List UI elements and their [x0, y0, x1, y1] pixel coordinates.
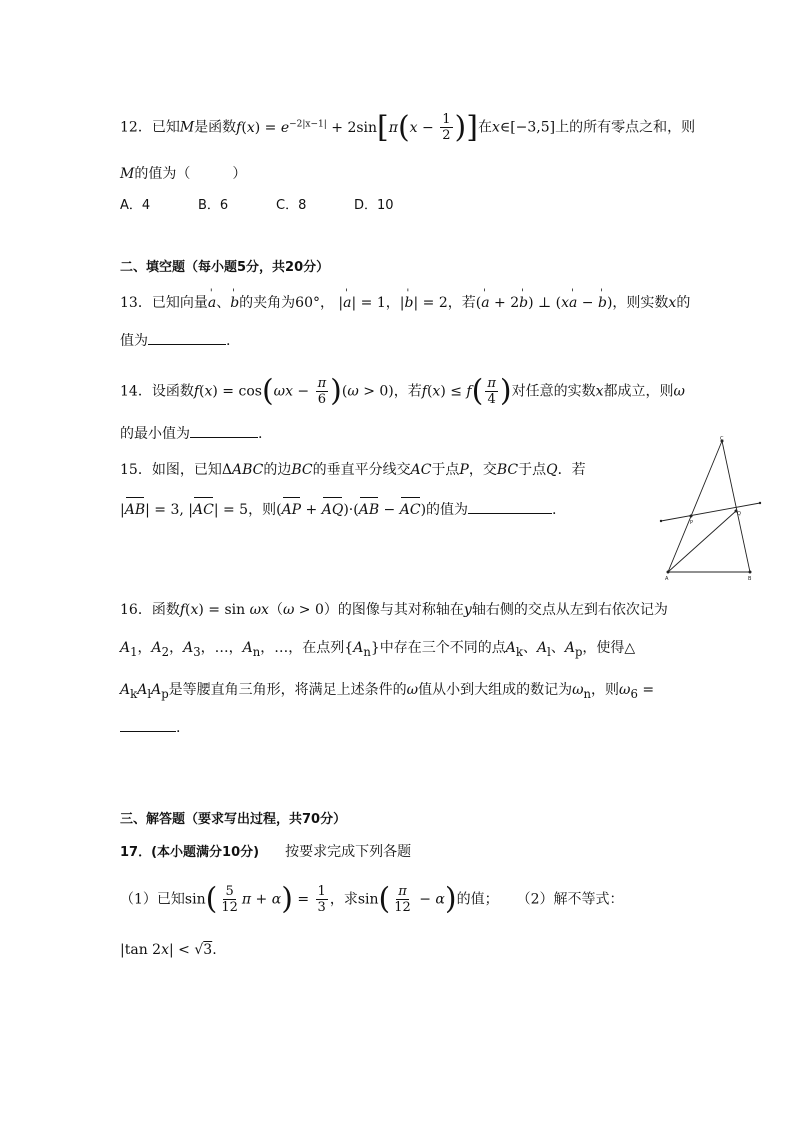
- question-number: 16．: [120, 602, 152, 618]
- question-number: 17．: [120, 845, 152, 860]
- text: 、: [550, 640, 565, 656]
- text: 、: [522, 640, 537, 656]
- question-16-line3: $A_kA_lA_p$是等腰直角三角形，将满足上述条件的ω值从小到大组成的数记为$\omega_n$，则$\omega_6$ =: [120, 682, 655, 701]
- question-12-line1: 12．已知M是函数$f(x) = e^{-2|x-1|} + 2\sin[\pi(x$ − $\frac{1}{2}$ )]在x∈[−3,5]上的所有零点之和，则: [120, 109, 696, 145]
- text: 的值为: [426, 502, 469, 518]
- text: 的垂直平分线交: [312, 462, 411, 478]
- instruction-text: 按要求完成下列各题: [285, 844, 412, 860]
- question-16-line4: [120, 718, 180, 738]
- text: 是等腰直角三角形，将满足上述条件的: [168, 682, 407, 698]
- question-number: 12．: [120, 119, 152, 136]
- text: ，则实数: [612, 295, 669, 311]
- text: ，在点列: [288, 640, 345, 656]
- point-a: [667, 571, 670, 574]
- option-a: A．4: [120, 198, 151, 213]
- side-ac: [668, 441, 722, 572]
- text: 如图，已知: [151, 462, 222, 478]
- text: .: [226, 333, 231, 349]
- option-b: B．6: [198, 198, 229, 213]
- line-end-left: [660, 520, 662, 522]
- score-note: (本小题满分10分): [151, 845, 260, 860]
- option-d: D．10: [354, 198, 394, 213]
- text: 对任意的实数: [511, 383, 596, 400]
- label-b: B: [748, 576, 752, 582]
- label-c: C: [720, 436, 724, 442]
- text: .: [258, 426, 263, 442]
- text: ，交: [468, 462, 497, 478]
- question-17-header: [120, 842, 411, 863]
- text: 都成立，则: [603, 383, 674, 400]
- text: 值从小到大组成的数记为: [418, 682, 573, 698]
- text: =: [642, 682, 655, 698]
- answer-blank[interactable]: [190, 425, 258, 438]
- text: 上的所有零点之和，则: [555, 119, 696, 136]
- text: （1）已知: [120, 891, 185, 908]
- question-13-line2: [120, 331, 230, 351]
- text: 的夹角为: [239, 295, 296, 311]
- answer-blank[interactable]: [148, 332, 226, 345]
- text: 轴右侧的交点从左到右依次记为: [471, 602, 668, 618]
- text: ）的图像与其对称轴在: [323, 602, 464, 618]
- text: ，使得△: [582, 640, 636, 656]
- triangle-figure: [658, 436, 768, 586]
- perpendicular-bisector: [661, 503, 760, 521]
- question-16-line1: 16．函数f(x) = sin ωx（ω > 0）的图像与其对称轴在y轴右侧的交点从左到右依次记为: [120, 602, 668, 618]
- text: 的值为（: [134, 166, 191, 182]
- question-14-line2: [120, 424, 262, 444]
- angle-value: 60°: [295, 295, 320, 311]
- question-number: 14．: [120, 383, 152, 400]
- text: （: [268, 602, 283, 618]
- point-b: [749, 571, 752, 574]
- text: ，若: [447, 295, 476, 311]
- text: ，则: [591, 682, 620, 698]
- answer-blank[interactable]: [468, 501, 552, 514]
- text: 的: [676, 295, 691, 311]
- text: 已知向量: [151, 295, 208, 311]
- label-a: A: [665, 576, 669, 582]
- text: 是函数: [194, 119, 237, 136]
- text: .: [212, 942, 217, 958]
- text: .: [552, 502, 557, 518]
- option-c: C．8: [276, 198, 307, 213]
- text: 中存在三个不同的点: [379, 640, 506, 656]
- text: 值为: [120, 333, 148, 349]
- text: 的最小值为: [120, 426, 190, 442]
- section-3-title: 三、解答题（要求写出过程，共70分）: [120, 812, 347, 827]
- line-end-right: [759, 502, 761, 504]
- text: （2）解不等式：: [516, 891, 624, 908]
- section-2-title: 二、填空题（每小题5分，共20分）: [120, 260, 330, 275]
- text: 已知: [151, 119, 180, 136]
- text: 函数: [151, 602, 180, 618]
- text: 在: [477, 119, 492, 136]
- question-12-options: [120, 196, 432, 216]
- question-16-line2: $A_1$，$A_2$，$A_3$，…，$A_n$，…，在点列$\{A_n\}$中存在三个不同的点$A_k$、$A_l$、$A_p$，使得△: [120, 640, 636, 659]
- text: ，求: [329, 891, 358, 908]
- question-15-line1: 15．如图，已知ΔABC的边BC的垂直平分线交AC于点P，交BC于点Q．若: [120, 462, 586, 478]
- text: 的值；: [456, 891, 499, 908]
- question-12-line2: M的值为（ ）: [120, 166, 247, 182]
- formula-f: $f(x) = e^{-2|x-1|} + 2\sin[\pi(x$ − $\frac{1}{2}$ )]: [236, 109, 478, 145]
- text: ）: [232, 166, 247, 182]
- text: ．若: [557, 462, 586, 478]
- question-13-line1: 13．已知向量' a、' b的夹角为60°， |' a| = 1，|' b| = 2，若(' a + 2' b) ⊥ (x' a − ' b)，则实数x的: [120, 293, 690, 313]
- text: 设函数: [151, 383, 194, 400]
- question-17-inequality: |tan 2x| < √3.: [120, 942, 217, 958]
- side-bc: [722, 441, 750, 572]
- text: ，若: [393, 383, 422, 400]
- question-17-part1: （1）已知sin( $\frac{5}{12}$ π + α) = $\frac{1}{3}$ ，求sin( $\frac{\pi}{12}$ − α)的值； （2）解不等式：: [120, 881, 624, 917]
- text: ，则: [248, 502, 277, 518]
- label-q: Q: [737, 511, 741, 517]
- answer-blank[interactable]: [120, 719, 176, 732]
- question-15-line2: |AB| = 3, |AC| = 5，则(AP + AQ)·(AB − AC)的值为 .: [120, 502, 557, 518]
- question-number: 15．: [120, 462, 152, 478]
- text: 于点: [518, 462, 547, 478]
- question-number: 13．: [120, 295, 152, 311]
- question-14-line1: 14．设函数f(x) = cos(ωx − $\frac{\pi}{6}$ )(ω > 0)，若f(x) ≤ f( $\frac{\pi}{4}$ )对任意的实数x都成立，则ω: [120, 373, 685, 409]
- text: 于点: [431, 462, 460, 478]
- segment-aq: [668, 511, 736, 572]
- point-p: [690, 515, 693, 518]
- text: 的边: [263, 462, 292, 478]
- text: .: [176, 720, 181, 736]
- text: 、: [216, 295, 231, 311]
- label-p: P: [690, 520, 694, 526]
- text: ，: [319, 295, 334, 311]
